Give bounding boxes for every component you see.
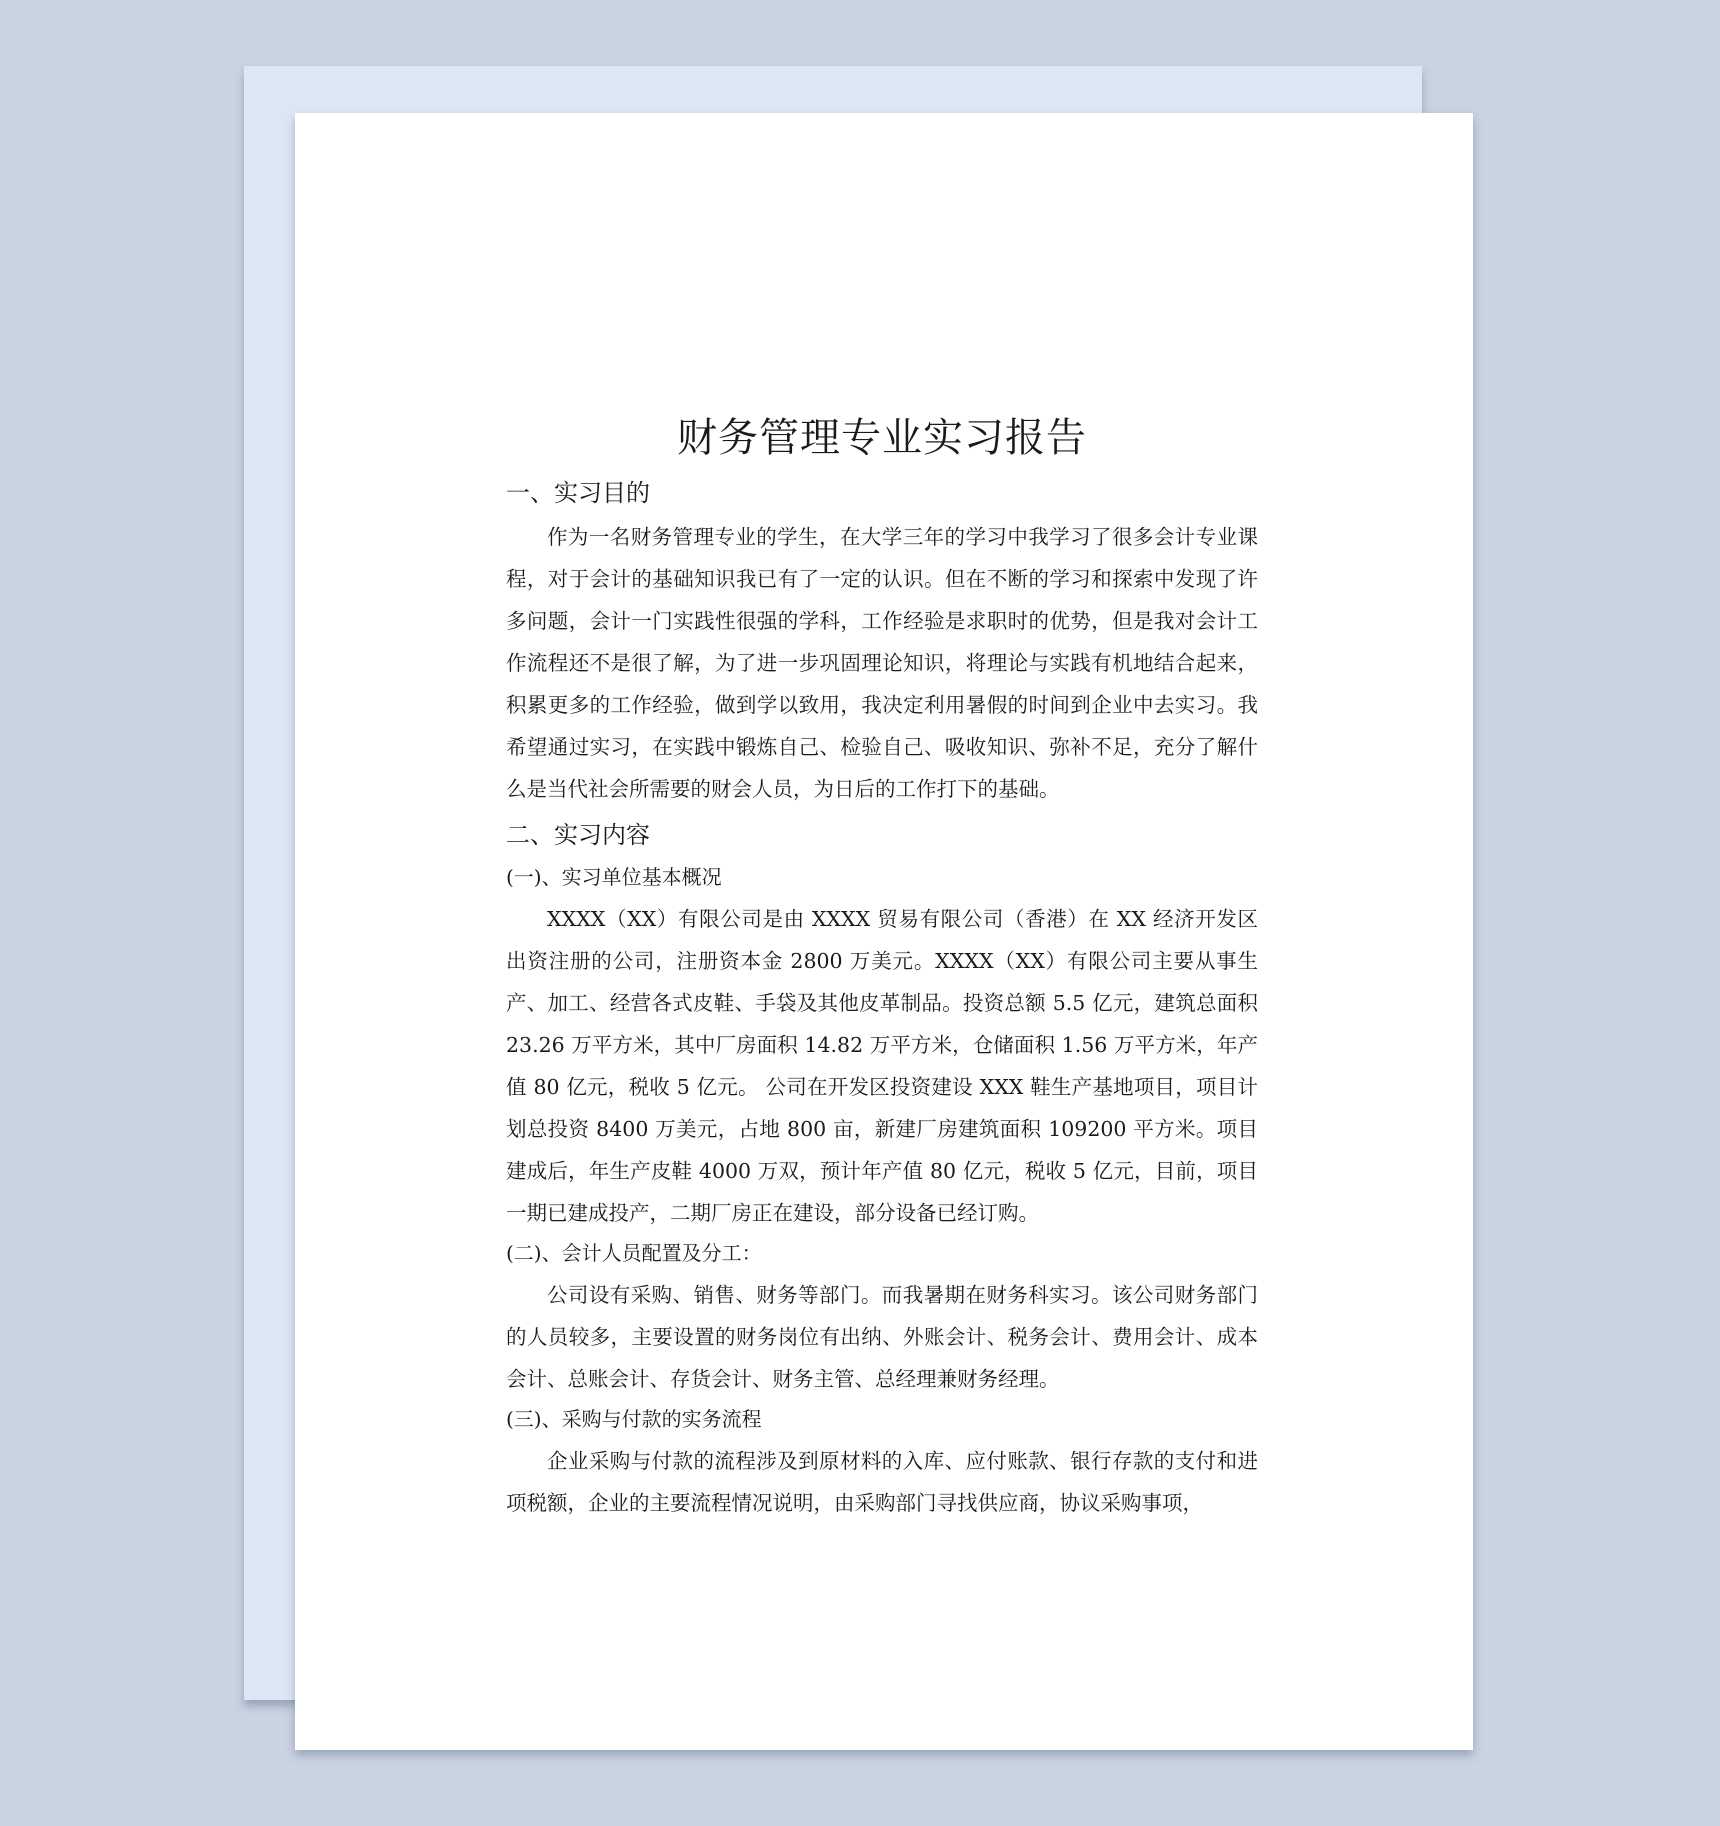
- subheading-staff-allocation: (二)、会计人员配置及分工：: [506, 1241, 762, 1265]
- section-heading-content: 二、实习内容: [506, 821, 650, 849]
- subheading-company-overview: (一)、实习单位基本概况: [506, 865, 722, 889]
- paragraph-staff-allocation: 公司设有采购、销售、财务等部门。而我暑期在财务科实习。该公司财务部门的人员较多，主要设置的财务岗位有出纳、外账会计、税务会计、费用会计、成本会计、总账会计、存货会计、财务主管、总经理兼财务经理。: [506, 1283, 1258, 1391]
- document-title: 财务管理专业实习报告: [677, 415, 1087, 461]
- paragraph-purpose: 作为一名财务管理专业的学生，在大学三年的学习中我学习了很多会计专业课程，对于会计的基础知识我已有了一定的认识。但在不断的学习和探索中发现了许多问题，会计一门实践性很强的学科，工作经验是求职时的优势，但是我对会计工作流程还不是很了解，为了进一步巩固理论知识，将理论与实践有机地结合起来，积累更多的工作经验，做到学以致用，我决定利用暑假的时间到企业中去实习。我希望通过实习，在实践中锻炼自己、检验自己、吸收知识、弥补不足，充分了解什么是当代社会所需要的财会人员，为日后的工作打下的基础。: [506, 525, 1258, 801]
- paragraph-company-overview: XXXX（XX）有限公司是由 XXXX 贸易有限公司（香港）在 XX 经济开发区出资注册的公司，注册资本金 2800 万美元。XXXX（XX）有限公司主要从事生产、加工、经营各式皮鞋、手袋及其他皮革制品。投资总额 5.5 亿元，建筑总面积 23.26 万平方米，其中厂房面积 14.82 万平方米，仓储面积 1.56 万平方米，年产值 80 亿元，税收 5 亿元。 公司在开发区投资建设 XXX 鞋生产基地项目，项目计划总投资 8400 万美元，占地 800 亩，新建厂房建筑面积 109200 平方米。项目建成后，年生产皮鞋 4000 万双，预计年产值 80 亿元，税收 5 亿元，目前，项目一期已建成投产，二期厂房正在建设，部分设备已经订购。: [506, 907, 1258, 1225]
- section-heading-purpose: 一、实习目的: [506, 479, 650, 507]
- subheading-procurement-process: (三)、采购与付款的实务流程: [506, 1407, 762, 1431]
- paragraph-procurement-process: 企业采购与付款的流程涉及到原材料的入库、应付账款、银行存款的支付和进项税额，企业的主要流程情况说明，由采购部门寻找供应商，协议采购事项，: [506, 1449, 1258, 1515]
- document-body: [506, 410, 1258, 1524]
